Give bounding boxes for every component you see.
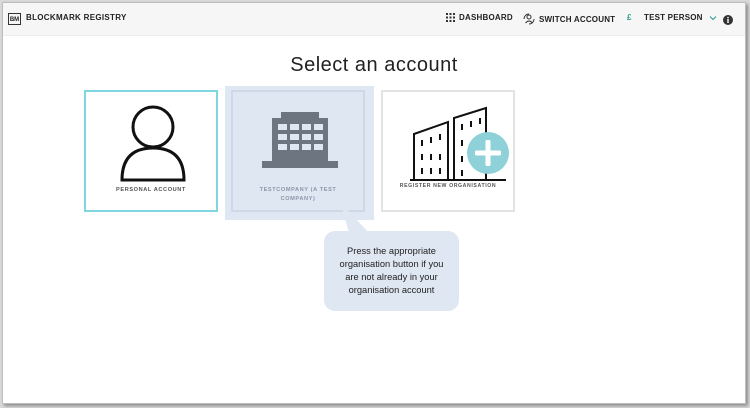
- register-organisation-label: REGISTER NEW ORGANISATION: [399, 183, 497, 189]
- callout-line: organisation account: [348, 285, 435, 295]
- callout-pointer: [339, 201, 371, 235]
- blockmark-logo[interactable]: BM: [8, 13, 21, 25]
- personal-account-label: PERSONAL ACCOUNT: [116, 187, 186, 193]
- grid-icon: [446, 13, 455, 22]
- company-label-line1: TESTCOMPANY (A TEST: [259, 187, 337, 193]
- instruction-callout: [324, 231, 459, 311]
- plus-circle-icon: [466, 131, 510, 175]
- dashboard-label: DASHBOARD: [459, 13, 513, 22]
- company-label-line2: COMPANY): [280, 196, 316, 202]
- page-title: Select an account: [290, 54, 458, 76]
- callout-line: Press the appropriate: [347, 246, 436, 256]
- app-window: [2, 2, 746, 404]
- chevron-down-icon: [709, 15, 717, 21]
- user-name: TEST PERSON: [644, 13, 703, 22]
- switch-account-link[interactable]: [523, 13, 615, 25]
- office-building-icon: [261, 112, 339, 170]
- personal-account-card[interactable]: [84, 90, 218, 212]
- callout-line: organisation button if you: [339, 259, 444, 269]
- person-icon: [118, 102, 188, 182]
- dashboard-link[interactable]: [446, 13, 513, 22]
- top-bar: [3, 3, 745, 36]
- switch-account-icon: [523, 13, 535, 25]
- pound-icon: £: [627, 13, 632, 22]
- company-account-card[interactable]: [231, 90, 365, 212]
- user-menu[interactable]: [644, 13, 717, 22]
- callout-line: are not already in your: [345, 272, 438, 282]
- callout-text: [324, 245, 459, 297]
- info-icon[interactable]: [723, 15, 733, 25]
- register-organisation-card[interactable]: [381, 90, 515, 212]
- switch-account-label: SWITCH ACCOUNT: [539, 14, 616, 24]
- currency-indicator: [627, 13, 632, 22]
- brand-name[interactable]: BLOCKMARK REGISTRY: [26, 13, 127, 22]
